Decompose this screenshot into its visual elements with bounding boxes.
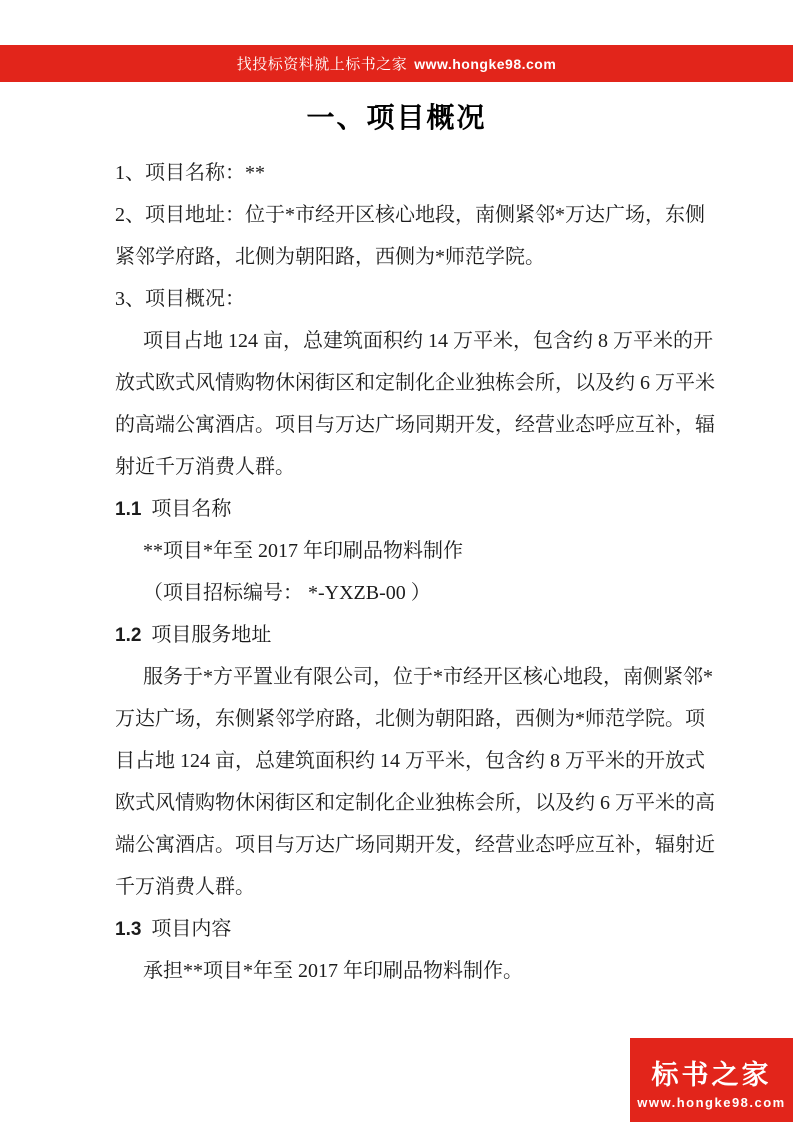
bottom-right-watermark [630, 1038, 793, 1122]
document-body [115, 152, 715, 992]
banner-slogan-text: 找投标资料就上标书之家 [236, 57, 408, 73]
text-line: 千万消费人群。 [115, 876, 255, 898]
section-heading-label: 项目内容 [151, 918, 232, 940]
banner-url-text: www.hongke98.com [414, 55, 557, 72]
section-heading-number: 1.1 [115, 499, 142, 520]
text-line: （项目招标编号： *-YXZB-00 ） [143, 582, 431, 604]
watermark-url-text: www.hongke98.com [637, 1094, 786, 1110]
text-line: 放式欧式风情购物休闲街区和定制化企业独栋会所，以及约 6 万平米 [115, 372, 715, 394]
section-heading-number: 1.2 [115, 625, 142, 646]
text-line: 2、项目地址：位于*市经开区核心地段，南侧紧邻*万达广场，东侧 [115, 204, 705, 226]
section-heading [115, 908, 685, 950]
text-line: 3、项目概况： [115, 288, 245, 310]
section-heading-number: 1.3 [115, 919, 142, 940]
section-heading [115, 488, 685, 530]
watermark-logo-text: 标书之家 [651, 1059, 772, 1090]
page-title: 一、项目概况 [306, 102, 487, 133]
text-line: 1、项目名称：** [115, 162, 265, 184]
text-line: 服务于*方平置业有限公司，位于*市经开区核心地段，南侧紧邻* [143, 666, 713, 688]
text-line: **项目*年至 2017 年印刷品物料制作 [143, 540, 463, 562]
text-line: 的高端公寓酒店。项目与万达广场同期开发，经营业态呼应互补，辐 [115, 414, 715, 436]
text-line: 紧邻学府路，北侧为朝阳路，西侧为*师范学院。 [115, 246, 545, 268]
text-line: 承担**项目*年至 2017 年印刷品物料制作。 [143, 960, 523, 982]
text-line: 目占地 124 亩，总建筑面积约 14 万平米，包含约 8 万平米的开放式 [115, 750, 705, 772]
text-line: 项目占地 124 亩，总建筑面积约 14 万平米，包含约 8 万平米的开 [143, 330, 713, 352]
section-heading-label: 项目服务地址 [151, 624, 272, 646]
text-line: 端公寓酒店。项目与万达广场同期开发，经营业态呼应互补，辐射近 [115, 834, 715, 856]
top-watermark-banner [0, 45, 793, 82]
text-line: 欧式风情购物休闲街区和定制化企业独栋会所，以及约 6 万平米的高 [115, 792, 715, 814]
text-line: 万达广场，东侧紧邻学府路，北侧为朝阳路，西侧为*师范学院。项 [115, 708, 705, 730]
text-line: 射近千万消费人群。 [115, 456, 295, 478]
section-heading-label: 项目名称 [151, 498, 232, 520]
section-heading [115, 614, 685, 656]
